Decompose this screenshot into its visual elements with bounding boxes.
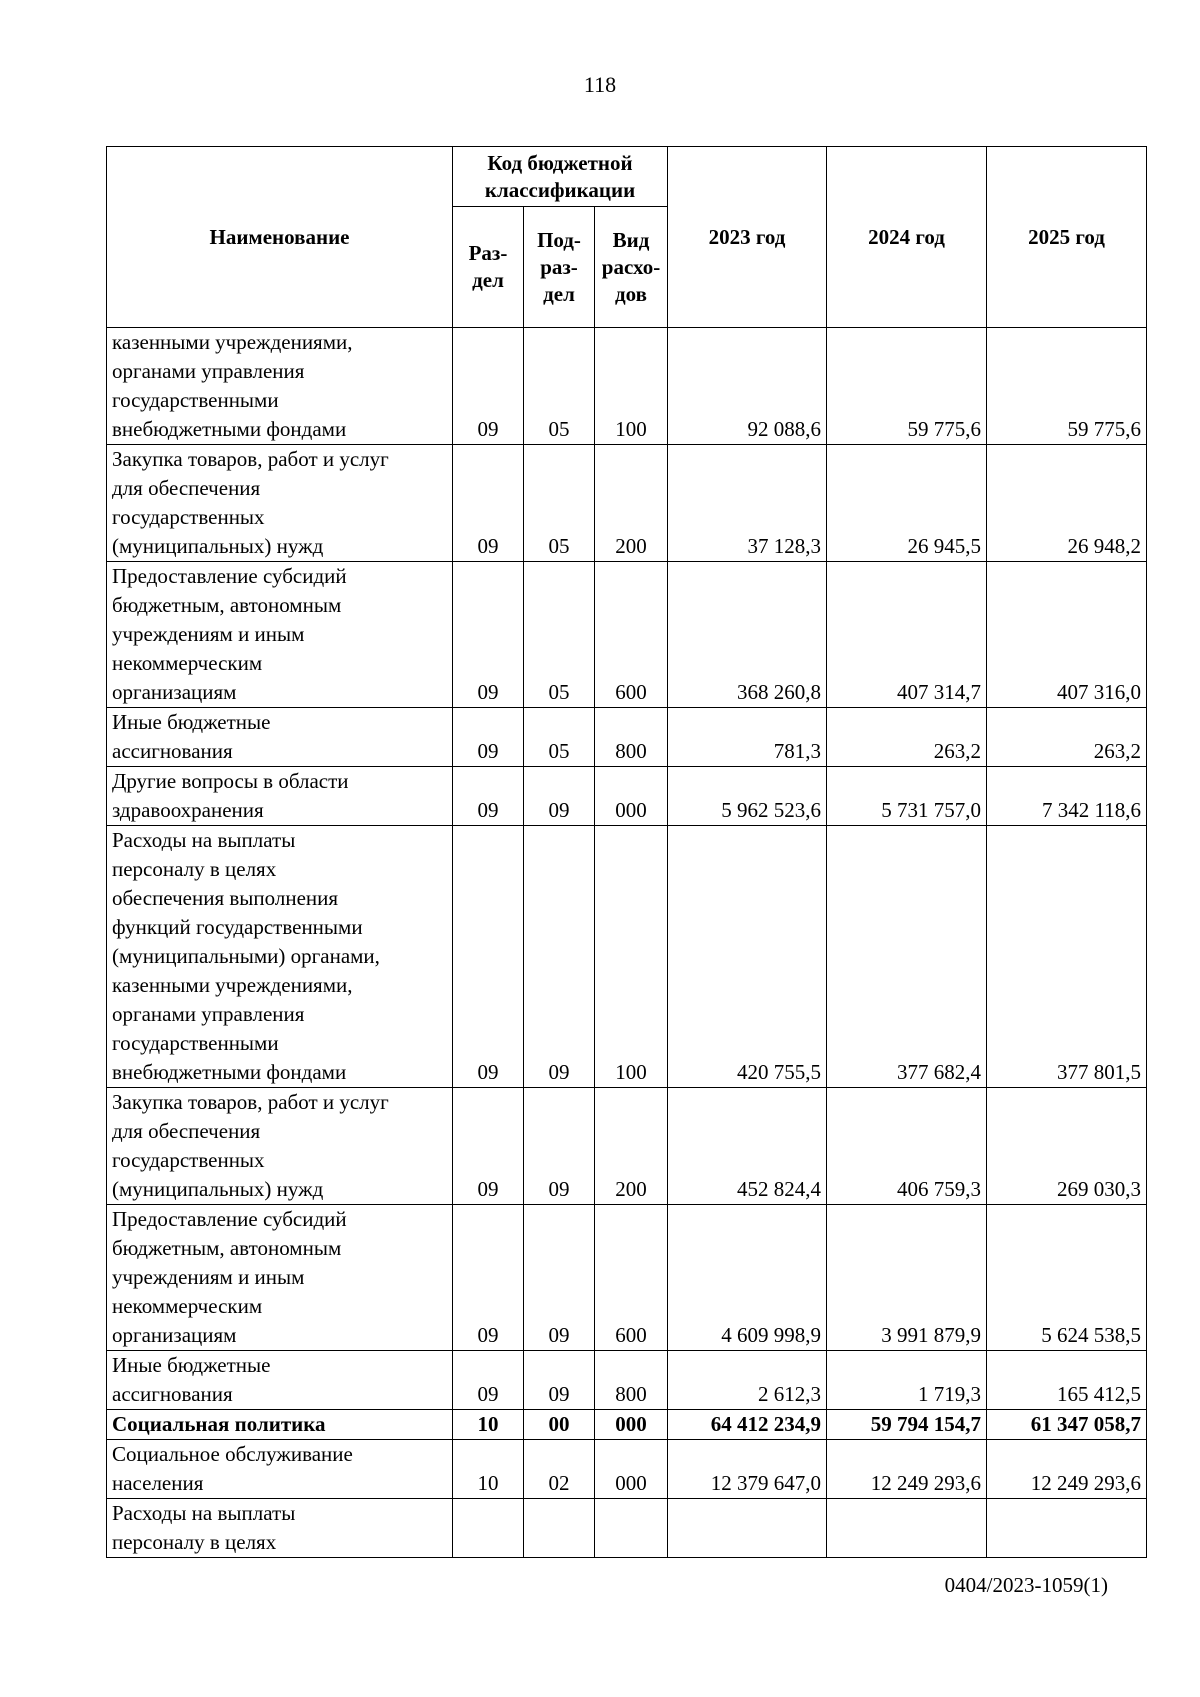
budget-table — [106, 146, 1147, 1558]
table-row — [107, 708, 1147, 767]
row-vid: 000 — [595, 1410, 668, 1440]
row-name: Закупка товаров, работ и услуг для обеспечения государственных (муниципальных) нужд — [107, 1088, 453, 1205]
row-value-2025: 269 030,3 — [987, 1088, 1147, 1205]
row-vid: 600 — [595, 1205, 668, 1351]
row-value-2023: 4 609 998,9 — [668, 1205, 827, 1351]
row-name: Расходы на выплаты персоналу в целях — [107, 1499, 453, 1558]
document-code: 0404/2023-1059(1) — [944, 1573, 1108, 1597]
row-razdel: 09 — [453, 1088, 524, 1205]
row-value-2025: 26 948,2 — [987, 445, 1147, 562]
row-value-2023: 12 379 647,0 — [668, 1440, 827, 1499]
row-podrazdel: 05 — [524, 328, 595, 445]
row-vid: 600 — [595, 562, 668, 708]
row-razdel: 09 — [453, 445, 524, 562]
row-value-2024: 59 775,6 — [827, 328, 987, 445]
table-body — [107, 328, 1147, 1558]
table-row — [107, 826, 1147, 1088]
table-row — [107, 1440, 1147, 1499]
row-value-2024: 406 759,3 — [827, 1088, 987, 1205]
row-value-2025: 377 801,5 — [987, 826, 1147, 1088]
row-value-2023: 2 612,3 — [668, 1351, 827, 1410]
row-value-2023: 92 088,6 — [668, 328, 827, 445]
row-vid: 200 — [595, 445, 668, 562]
row-podrazdel: 02 — [524, 1440, 595, 1499]
row-vid: 000 — [595, 767, 668, 826]
row-value-2023: 64 412 234,9 — [668, 1410, 827, 1440]
row-value-2023: 452 824,4 — [668, 1088, 827, 1205]
row-name: казенными учреждениями, органами управления государственными внебюджетными фондами — [107, 328, 453, 445]
row-podrazdel: 09 — [524, 1205, 595, 1351]
row-podrazdel: 09 — [524, 767, 595, 826]
row-vid: 200 — [595, 1088, 668, 1205]
table-row — [107, 1205, 1147, 1351]
header-vid: Вид расхо- дов — [595, 207, 668, 328]
row-razdel: 09 — [453, 826, 524, 1088]
row-value-2024: 1 719,3 — [827, 1351, 987, 1410]
table-row — [107, 328, 1147, 445]
row-name: Закупка товаров, работ и услуг для обеспечения государственных (муниципальных) нужд — [107, 445, 453, 562]
row-vid — [595, 1499, 668, 1558]
row-podrazdel: 00 — [524, 1410, 595, 1440]
row-value-2025: 5 624 538,5 — [987, 1205, 1147, 1351]
row-name: Социальная политика — [107, 1410, 453, 1440]
row-value-2025 — [987, 1499, 1147, 1558]
row-value-2025: 59 775,6 — [987, 328, 1147, 445]
row-value-2023: 5 962 523,6 — [668, 767, 827, 826]
table-row — [107, 767, 1147, 826]
row-value-2023: 420 755,5 — [668, 826, 827, 1088]
row-vid: 100 — [595, 826, 668, 1088]
row-name: Предоставление субсидий бюджетным, автономным учреждениям и иным некоммерческим организациям — [107, 562, 453, 708]
table-row — [107, 562, 1147, 708]
row-vid: 100 — [595, 328, 668, 445]
row-value-2023: 781,3 — [668, 708, 827, 767]
row-name: Иные бюджетные ассигнования — [107, 708, 453, 767]
header-2025: 2025 год — [987, 147, 1147, 328]
row-name: Социальное обслуживание населения — [107, 1440, 453, 1499]
header-name: Наименование — [107, 147, 453, 328]
row-value-2024: 5 731 757,0 — [827, 767, 987, 826]
row-podrazdel: 09 — [524, 826, 595, 1088]
header-code-group: Код бюджетной классификации — [453, 147, 668, 207]
row-value-2025: 407 316,0 — [987, 562, 1147, 708]
header-2023: 2023 год — [668, 147, 827, 328]
table-row — [107, 1351, 1147, 1410]
table-row — [107, 1410, 1147, 1440]
header-razdel: Раз- дел — [453, 207, 524, 328]
row-podrazdel — [524, 1499, 595, 1558]
row-podrazdel: 05 — [524, 708, 595, 767]
row-value-2024: 263,2 — [827, 708, 987, 767]
row-podrazdel: 05 — [524, 562, 595, 708]
page-number: 118 — [583, 72, 617, 97]
row-name: Предоставление субсидий бюджетным, автономным учреждениям и иным некоммерческим организациям — [107, 1205, 453, 1351]
row-vid: 000 — [595, 1440, 668, 1499]
row-value-2024: 59 794 154,7 — [827, 1410, 987, 1440]
row-razdel: 09 — [453, 1351, 524, 1410]
row-value-2025: 165 412,5 — [987, 1351, 1147, 1410]
row-name: Иные бюджетные ассигнования — [107, 1351, 453, 1410]
row-vid: 800 — [595, 1351, 668, 1410]
row-vid: 800 — [595, 708, 668, 767]
row-value-2024: 377 682,4 — [827, 826, 987, 1088]
row-value-2023: 37 128,3 — [668, 445, 827, 562]
row-value-2024: 3 991 879,9 — [827, 1205, 987, 1351]
row-razdel: 09 — [453, 562, 524, 708]
row-razdel: 09 — [453, 767, 524, 826]
row-value-2024: 12 249 293,6 — [827, 1440, 987, 1499]
row-value-2024: 26 945,5 — [827, 445, 987, 562]
table-row — [107, 1088, 1147, 1205]
row-value-2023: 368 260,8 — [668, 562, 827, 708]
table-row — [107, 445, 1147, 562]
row-razdel: 10 — [453, 1410, 524, 1440]
row-value-2024: 407 314,7 — [827, 562, 987, 708]
header-podrazdel: Под- раз- дел — [524, 207, 595, 328]
row-razdel: 09 — [453, 328, 524, 445]
row-razdel: 09 — [453, 1205, 524, 1351]
row-podrazdel: 09 — [524, 1088, 595, 1205]
row-name: Другие вопросы в области здравоохранения — [107, 767, 453, 826]
row-name: Расходы на выплаты персоналу в целях обеспечения выполнения функций государственными (муниципальными) органами, казенными учреждениями, органами управления государственными внебюджетными фондами — [107, 826, 453, 1088]
row-razdel — [453, 1499, 524, 1558]
row-podrazdel: 09 — [524, 1351, 595, 1410]
row-value-2024 — [827, 1499, 987, 1558]
row-value-2025: 12 249 293,6 — [987, 1440, 1147, 1499]
row-razdel: 09 — [453, 708, 524, 767]
table-row — [107, 1499, 1147, 1558]
row-podrazdel: 05 — [524, 445, 595, 562]
row-value-2025: 263,2 — [987, 708, 1147, 767]
row-value-2025: 7 342 118,6 — [987, 767, 1147, 826]
header-2024: 2024 год — [827, 147, 987, 328]
row-value-2025: 61 347 058,7 — [987, 1410, 1147, 1440]
row-razdel: 10 — [453, 1440, 524, 1499]
row-value-2023 — [668, 1499, 827, 1558]
